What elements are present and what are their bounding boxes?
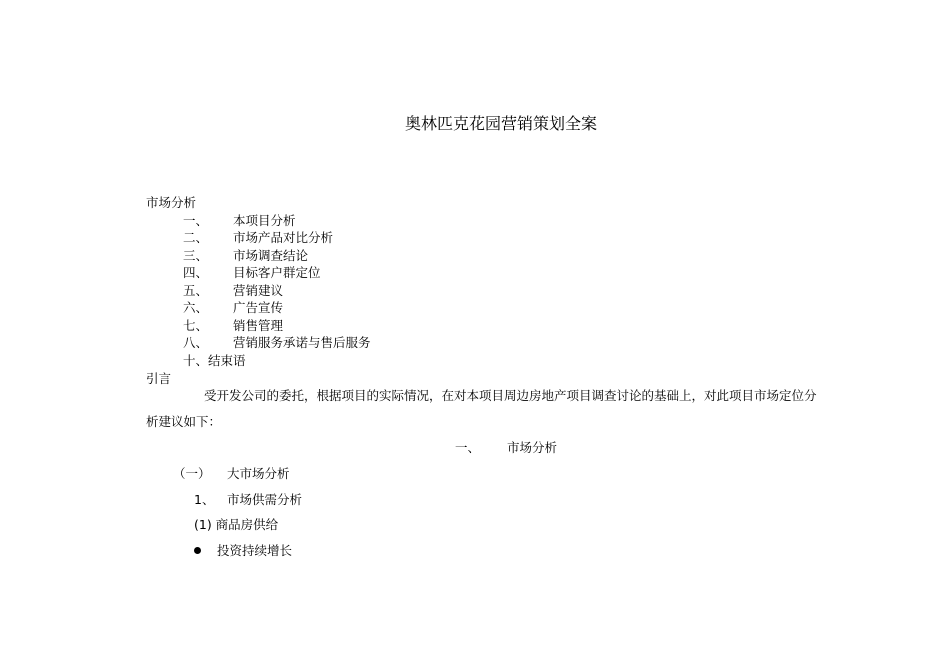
toc-item-number: 八、 xyxy=(183,335,209,350)
section-title: 市场分析 xyxy=(507,440,558,455)
subsubsection-number: 1、 xyxy=(194,492,215,507)
document-title: 奥林匹克花园营销策划全案 xyxy=(405,114,598,133)
toc-item-label: 目标客户群定位 xyxy=(233,265,321,280)
toc-heading: 市场分析 xyxy=(146,195,197,210)
toc-item-label: 销售管理 xyxy=(233,318,284,333)
subsubsection-title: 市场供需分析 xyxy=(227,492,303,507)
toc-item-label: 市场调查结论 xyxy=(233,248,309,263)
toc-item-label: 营销建议 xyxy=(233,283,284,298)
list-item: (1) 商品房供给 xyxy=(194,517,279,532)
toc-last-item: 十、结束语 xyxy=(183,353,246,368)
toc-item-number: 四、 xyxy=(183,265,209,280)
intro-heading: 引言 xyxy=(146,371,172,386)
section-number: 一、 xyxy=(455,440,481,455)
toc-item-label: 营销服务承诺与售后服务 xyxy=(233,335,371,350)
bullet-icon xyxy=(194,547,201,554)
intro-paragraph-line: 析建议如下： xyxy=(146,414,222,429)
toc-item-number: 二、 xyxy=(183,230,209,245)
toc-item-number: 七、 xyxy=(183,318,209,333)
toc-item-number: 六、 xyxy=(183,300,209,315)
toc-item-number: 一、 xyxy=(183,213,209,228)
toc-item-number: 五、 xyxy=(183,283,209,298)
toc-item-label: 广告宣传 xyxy=(233,300,284,315)
toc-item-label: 市场产品对比分析 xyxy=(233,230,334,245)
toc-item-number: 三、 xyxy=(183,248,209,263)
intro-paragraph-line: 受开发公司的委托，根据项目的实际情况，在对本项目周边房地产项目调查讨论的基础上，对此项目市场定位分 xyxy=(204,388,817,403)
subsection-number: （一） xyxy=(173,466,211,481)
bullet-item: 投资持续增长 xyxy=(217,543,293,558)
subsection-title: 大市场分析 xyxy=(227,466,290,481)
toc-item-label: 本项目分析 xyxy=(233,213,296,228)
